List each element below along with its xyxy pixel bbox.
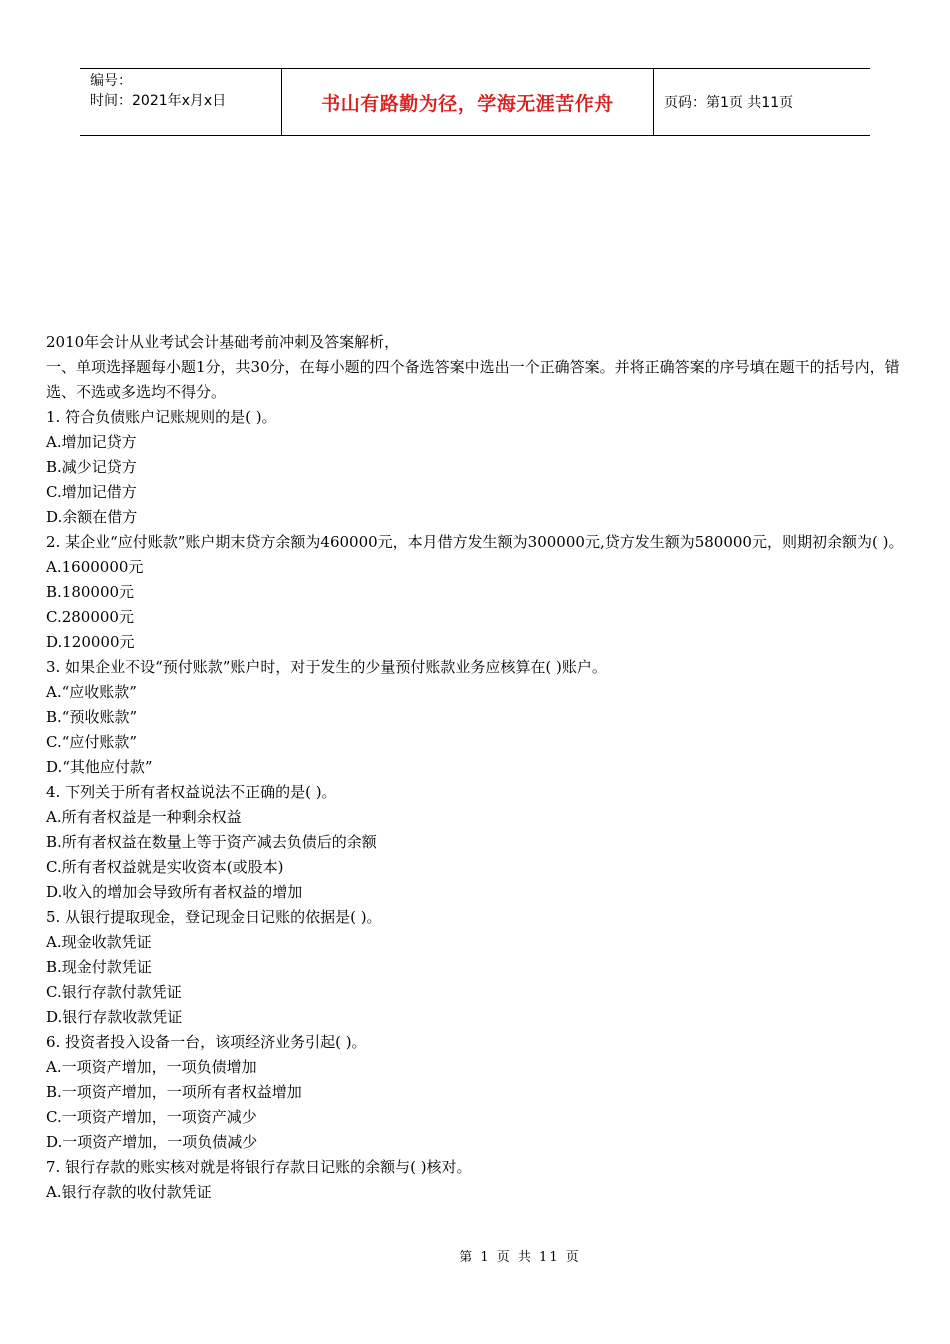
answer-option: A.一项资产增加，一项负债增加 (46, 1058, 257, 1076)
answer-option: C.“应付账款” (46, 733, 138, 751)
answer-option: B.减少记贷方 (46, 458, 137, 476)
number-label: 编号： (90, 73, 132, 89)
page-footer (0, 1246, 950, 1265)
answer-option: D.120000元 (46, 633, 135, 651)
question-list (46, 405, 908, 1205)
footer-page-number: 第 1 页 共 11 页 (459, 1250, 581, 1265)
question-stem: 2. 某企业“应付账款”账户期末贷方余额为460000元，本月借方发生额为300000元,贷方发生额为580000元，则期初余额为( )。 (46, 533, 904, 551)
time-label: 时间：2021年x月x日 (90, 93, 227, 109)
answer-option: C.280000元 (46, 608, 134, 626)
answer-option: B.一项资产增加，一项所有者权益增加 (46, 1083, 302, 1101)
answer-option: B.所有者权益在数量上等于资产减去负债后的余额 (46, 833, 377, 851)
motto-text: 书山有路勤为径，学海无涯苦作舟 (321, 92, 614, 115)
answer-option: D.银行存款收款凭证 (46, 1008, 183, 1026)
header-motto-cell (282, 69, 654, 135)
question-stem: 5. 从银行提取现金，登记现金日记账的依据是( )。 (46, 908, 382, 926)
answer-option: D.收入的增加会导致所有者权益的增加 (46, 883, 303, 901)
answer-option: D.余额在借方 (46, 508, 138, 526)
section-intro: 一、单项选择题每小题1分，共30分，在每小题的四个备选答案中选出一个正确答案。并将正确答案的序号填在题干的括号内，错选、不选或多选均不得分。 (46, 358, 900, 401)
answer-option: A.银行存款的收付款凭证 (46, 1183, 212, 1201)
document-title: 2010年会计从业考试会计基础考前冲刺及答案解析， (46, 333, 400, 351)
answer-option: B.180000元 (46, 583, 135, 601)
answer-option: C.一项资产增加，一项资产减少 (46, 1108, 257, 1126)
question-stem: 4. 下列关于所有者权益说法不正确的是( )。 (46, 783, 337, 801)
answer-option: A.所有者权益是一种剩余权益 (46, 808, 242, 826)
answer-option: A.增加记贷方 (46, 433, 137, 451)
page-header (80, 68, 870, 136)
answer-option: A.1600000元 (46, 558, 144, 576)
question-stem: 6. 投资者投入设备一台，该项经济业务引起( )。 (46, 1033, 367, 1051)
answer-option: C.增加记借方 (46, 483, 137, 501)
header-page-info: 页码：第1页 共11页 (664, 95, 794, 111)
question-stem: 7. 银行存款的账实核对就是将银行存款日记账的余额与( )核对。 (46, 1158, 472, 1176)
question-stem: 3. 如果企业不设“预付账款”账户时，对于发生的少量预付账款业务应核算在( )账户。 (46, 658, 607, 676)
answer-option: D.一项资产增加，一项负债减少 (46, 1133, 258, 1151)
question-stem: 1. 符合负债账户记账规则的是( )。 (46, 408, 277, 426)
answer-option: D.“其他应付款” (46, 758, 153, 776)
answer-option: C.所有者权益就是实收资本(或股本) (46, 858, 284, 876)
answer-option: B.现金付款凭证 (46, 958, 152, 976)
answer-option: A.“应收账款” (46, 683, 137, 701)
answer-option: C.银行存款付款凭证 (46, 983, 182, 1001)
answer-option: B.“预收账款” (46, 708, 138, 726)
header-meta-cell (80, 69, 282, 135)
answer-option: A.现金收款凭证 (46, 933, 152, 951)
header-page-cell (654, 69, 870, 135)
document-body (46, 330, 908, 1205)
